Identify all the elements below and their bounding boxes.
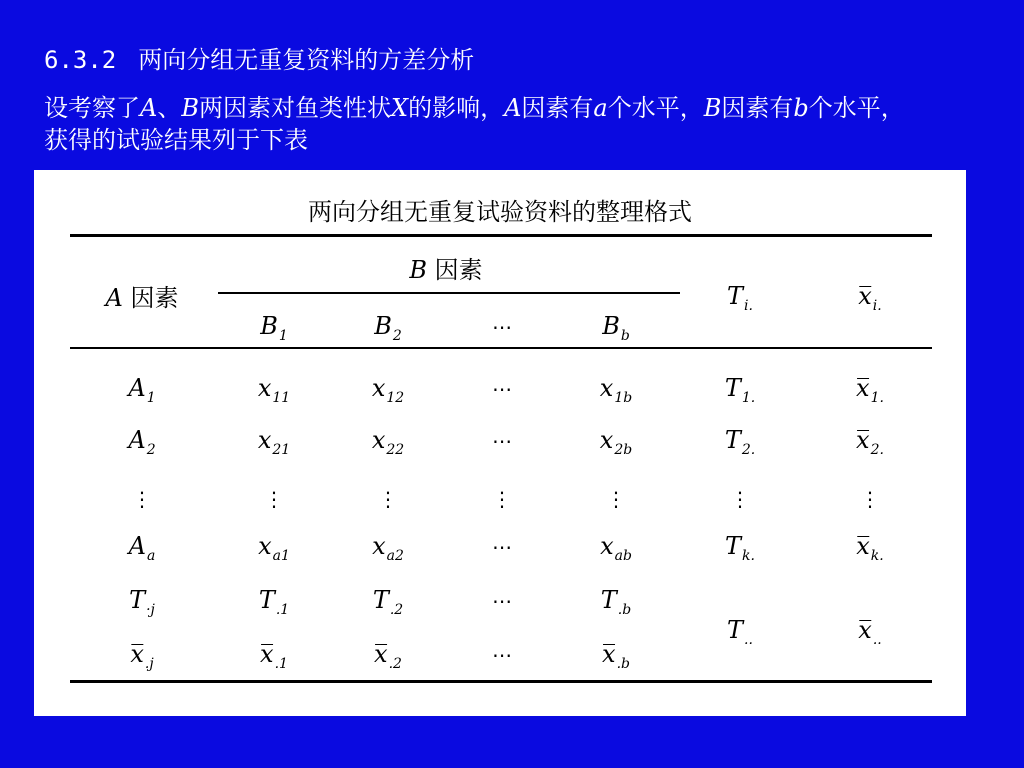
table-vdots: ⋮ bbox=[730, 487, 750, 511]
intro-segment: A bbox=[140, 94, 158, 122]
table-cell: $T_{.b}$ bbox=[600, 586, 632, 618]
table-vdots: ⋮ bbox=[860, 487, 880, 511]
row-mean-header: $x_{i.}$ bbox=[858, 282, 882, 314]
table-cell: $x_{11}$ bbox=[257, 374, 291, 406]
table-vdots: ⋮ bbox=[606, 487, 626, 511]
intro-segment: A bbox=[504, 94, 522, 122]
table-cell: $A_2$ bbox=[128, 426, 156, 458]
table-title: 两向分组无重复试验资料的整理格式 bbox=[308, 198, 692, 226]
table-cell: $x_{.1}$ bbox=[260, 640, 288, 672]
table-cell: $x_{.j}$ bbox=[130, 640, 154, 672]
b-level-header: $B_2$ bbox=[374, 312, 402, 344]
table-top-rule bbox=[70, 234, 932, 237]
b-level-header: $B_1$ bbox=[260, 312, 288, 344]
intro-paragraph bbox=[44, 92, 924, 156]
table-cell: $x_{21}$ bbox=[257, 426, 291, 458]
table-ellipsis: ⋯ bbox=[492, 589, 512, 613]
intro-segment: a bbox=[593, 94, 608, 122]
table-cell: $x_{ab}$ bbox=[600, 532, 632, 564]
table-cell: $x_{22}$ bbox=[371, 426, 405, 458]
table-ellipsis: ⋯ bbox=[492, 377, 512, 401]
section-number: 6.3.2 bbox=[44, 46, 117, 74]
table-cell: $x_{1b}$ bbox=[599, 374, 633, 406]
intro-segment: 的影响， bbox=[408, 94, 505, 122]
intro-segment: B bbox=[703, 94, 722, 122]
header-bottom-rule bbox=[70, 347, 932, 349]
intro-segment: 、 bbox=[157, 94, 182, 122]
table-cell: $x_{.2}$ bbox=[374, 640, 402, 672]
table-vdots: ⋮ bbox=[378, 487, 398, 511]
section-title: 两向分组无重复资料的方差分析 bbox=[138, 46, 475, 74]
table-cell: $x_{.b}$ bbox=[602, 640, 630, 672]
b-level-ellipsis: ⋯ bbox=[492, 315, 512, 339]
intro-segment: 两因素对鱼类性状 bbox=[198, 94, 391, 122]
grand-total: $T_{..}$ bbox=[727, 616, 753, 648]
table-cell: $T_{2.}$ bbox=[724, 426, 756, 458]
b-factor-header: B 因素 bbox=[409, 256, 483, 284]
table-cell: $T_{\cdot j}$ bbox=[129, 586, 155, 618]
intro-segment: B bbox=[181, 94, 199, 122]
b-level-header: $B_b$ bbox=[602, 312, 630, 344]
row-total-header: $T_{i.}$ bbox=[727, 282, 753, 314]
intro-segment: X bbox=[390, 94, 409, 122]
table-bottom-rule bbox=[70, 680, 932, 683]
table-cell: $x_{k.}$ bbox=[856, 532, 884, 564]
intro-segment: 个水平，获得的试验结果列于下表 bbox=[44, 94, 905, 154]
table-cell: $x_{2b}$ bbox=[599, 426, 633, 458]
table-ellipsis: ⋯ bbox=[492, 643, 512, 667]
table-cell: $x_{a2}$ bbox=[372, 532, 404, 564]
table-cell: $x_{1.}$ bbox=[856, 374, 884, 406]
table-cell: $T_{1.}$ bbox=[724, 374, 756, 406]
table-ellipsis: ⋯ bbox=[492, 429, 512, 453]
table-cell: $T_{.1}$ bbox=[258, 586, 290, 618]
table-cell: $A_1$ bbox=[128, 374, 156, 406]
table-cell: $T_{.2}$ bbox=[372, 586, 404, 618]
table-panel bbox=[34, 170, 966, 716]
table-cell: $T_{k.}$ bbox=[725, 532, 755, 564]
intro-segment: 因素有 bbox=[721, 94, 794, 122]
table-cell: $x_{2.}$ bbox=[856, 426, 884, 458]
table-cell: $x_{a1}$ bbox=[258, 532, 290, 564]
table-ellipsis: ⋯ bbox=[492, 535, 512, 559]
grand-mean: $x_{..}$ bbox=[858, 616, 882, 648]
b-factor-rule bbox=[218, 292, 680, 294]
table-cell: $A_a$ bbox=[128, 532, 156, 564]
section-heading bbox=[44, 40, 474, 75]
table-vdots: ⋮ bbox=[264, 487, 284, 511]
a-factor-header: A 因素 bbox=[105, 284, 179, 312]
table-vdots: ⋮ bbox=[132, 487, 152, 511]
intro-segment: 个水平， bbox=[607, 94, 704, 122]
intro-segment: b bbox=[793, 94, 809, 122]
intro-segment: 因素有 bbox=[521, 94, 594, 122]
table-cell: $x_{12}$ bbox=[371, 374, 405, 406]
table-vdots: ⋮ bbox=[492, 487, 512, 511]
intro-segment: 设考察了 bbox=[44, 94, 140, 122]
